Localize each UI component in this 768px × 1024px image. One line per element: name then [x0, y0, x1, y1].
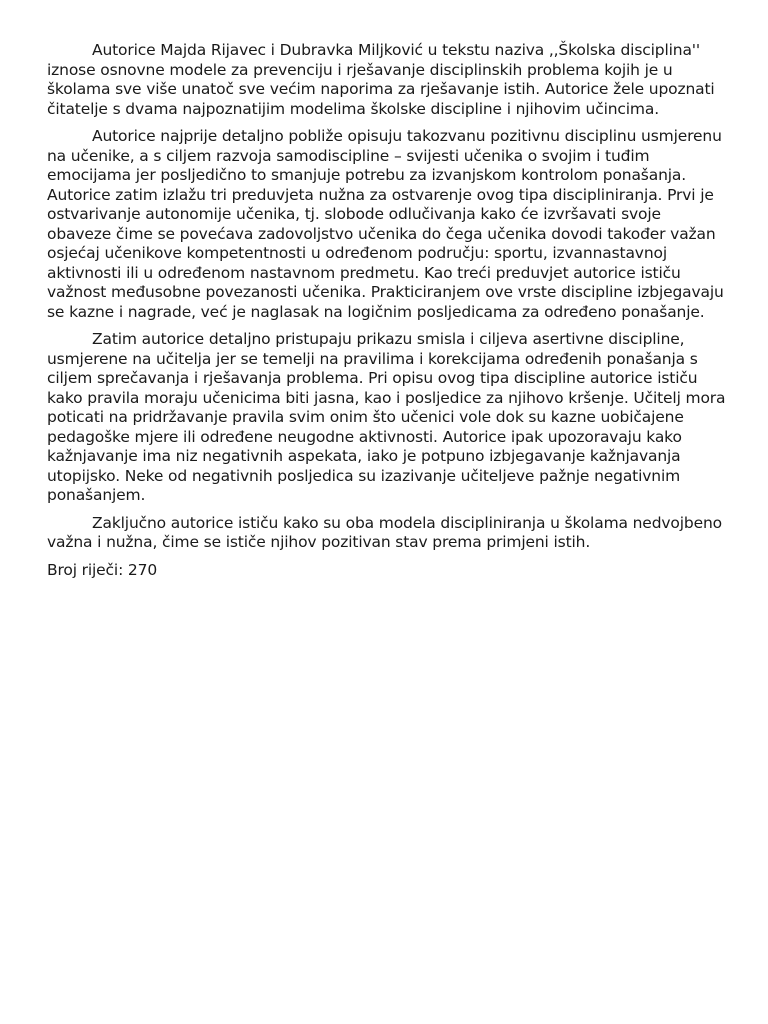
paragraph-3: Zatim autorice detaljno pristupaju prikazu smisla i ciljeva asertivne discipline, usmjerene na učitelja jer se temelji na pravilima i korekcijama određenih ponašanja s ciljem sprečavanja i rješavanja problema. Pri opisu ovog tipa discipline autorice ističu kako pravila moraju učenicima biti jasna, kao i posljedice za njihovo kršenje. Učitelj mora poticati na pridržavanje pravila svim onim što učenici vole dok su kazne uobičajene pedagoške mjere ili određene neugodne aktivnosti. Autorice ipak upozoravaju kako kažnjavanje ima niz negativnih aspekata, iako je potpuno izbjegavanje kažnjavanja utopijsko. Neke od negativnih posljedica su izazivanje učiteljeve pažnje negativnim ponašanjem.: [47, 330, 726, 504]
document-page: [47, 41, 727, 580]
paragraph-1: Autorice Majda Rijavec i Dubravka Miljković u tekstu naziva ,,Školska disciplina'' iznose osnovne modele za prevenciju i rješavanje disciplinskih problema kojih je u školama sve više unatoč sve većim naporima za rješavanje istih. Autorice žele upoznati čitatelje s dvama najpoznatijim modelima školske discipline i njihovim učincima.: [47, 41, 715, 118]
paragraph-2: Autorice najprije detaljno pobliže opisuju takozvanu pozitivnu disciplinu usmjerenu na učenike, a s ciljem razvoja samodiscipline – svijesti učenika o svojim i tuđim emocijama jer posljedično to smanjuje potrebu za izvanjskom kontrolom ponašanja. Autorice zatim izlažu tri preduvjeta nužna za ostvarenje ovog tipa discipliniranja. Prvi je ostvarivanje autonomije učenika, tj. slobode odlučivanja kako će izvršavati svoje obaveze čime se povećava zadovoljstvo učenika do čega učenika dovodi također važan osjećaj učenikove kompetentnosti u određenom području: sportu, izvannastavnoj aktivnosti ili u određenom nastavnom predmetu. Kao treći preduvjet autorice ističu važnost međusobne povezanosti učenika. Prakticiranjem ove vrste discipline izbjegavaju se kazne i nagrade, već je naglasak na logičnim posljedicama za određeno ponašanje.: [47, 127, 724, 321]
paragraph-4: Zaključno autorice ističu kako su oba modela discipliniranja u školama nedvojbeno važna i nužna, čime se ističe njihov pozitivan stav prema primjeni istih.: [47, 513, 722, 551]
word-count: Broj riječi: 270: [47, 560, 158, 579]
